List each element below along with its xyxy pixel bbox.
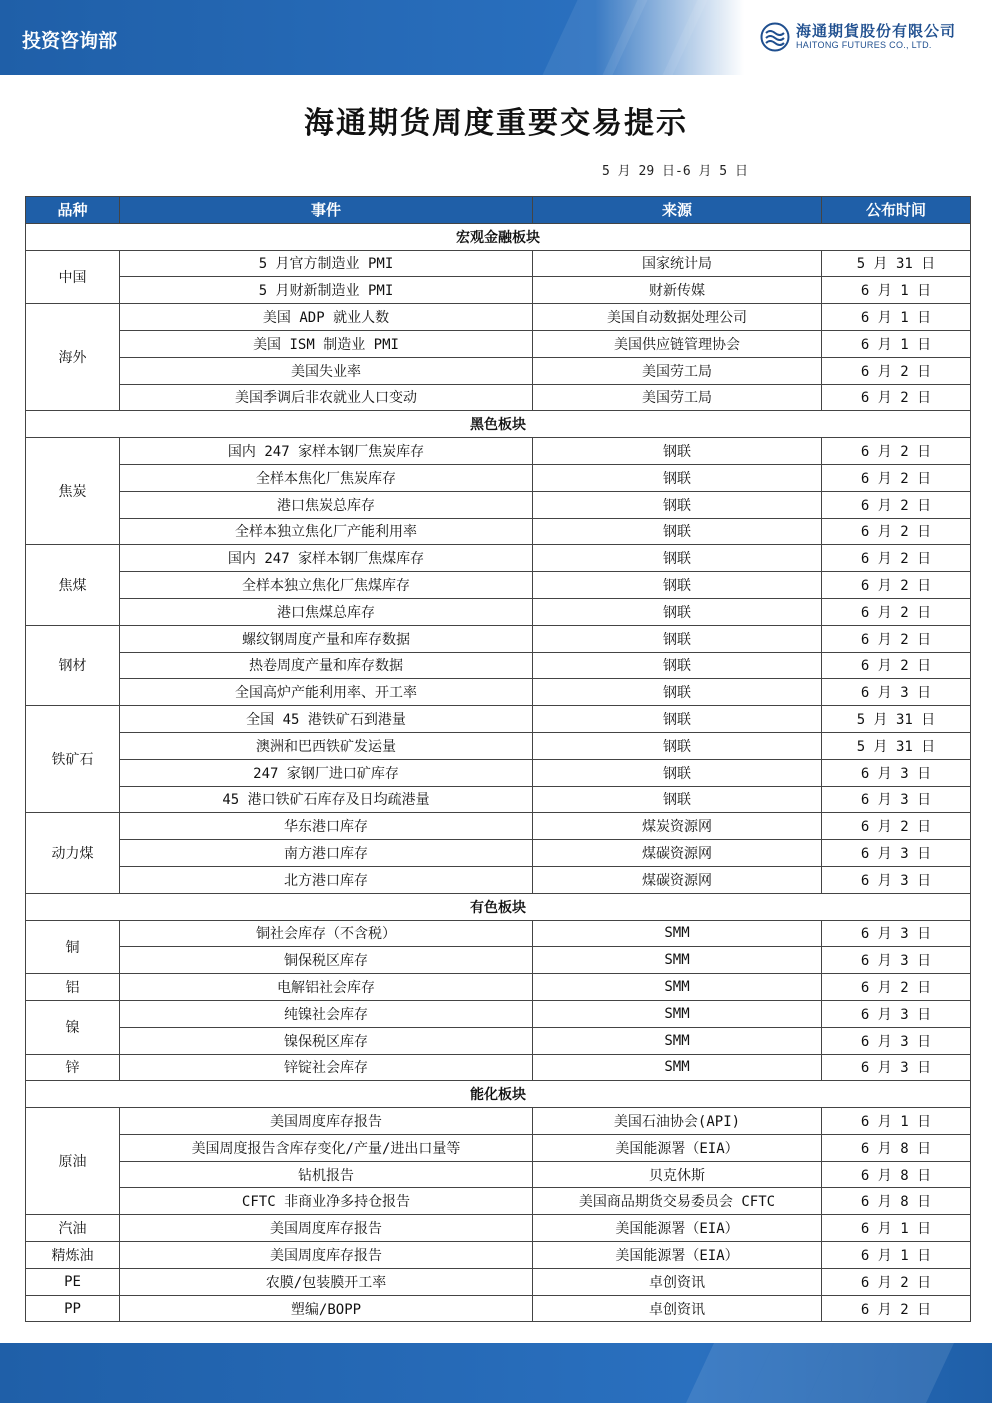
table-row [26, 1161, 971, 1188]
event-cell: 铜保税区库存 [120, 947, 533, 974]
source-cell: SMM [533, 1054, 822, 1081]
source-cell: 钢联 [533, 679, 822, 706]
event-cell: 南方港口库存 [120, 840, 533, 867]
col-header-source: 来源 [533, 197, 822, 224]
table-row [26, 572, 971, 599]
logo-cn-text: 海通期貨股份有限公司 [796, 22, 957, 40]
event-cell: 247 家钢厂进口矿库存 [120, 759, 533, 786]
table-row [26, 250, 971, 277]
haitong-logo-icon [760, 22, 790, 52]
date-range: 5 月 29 日-6 月 5 日 [602, 164, 748, 179]
table-row [26, 491, 971, 518]
date-cell: 6 月 2 日 [822, 518, 971, 545]
event-cell: 美国失业率 [120, 357, 533, 384]
source-cell: 钢联 [533, 518, 822, 545]
variety-cell: 铁矿石 [26, 706, 120, 813]
table-row [26, 920, 971, 947]
date-cell: 6 月 2 日 [822, 1295, 971, 1322]
table-row [26, 813, 971, 840]
event-cell: 港口焦煤总库存 [120, 598, 533, 625]
event-cell: 全样本焦化厂焦炭库存 [120, 464, 533, 491]
source-cell: 煤碳资源网 [533, 840, 822, 867]
event-cell: 钻机报告 [120, 1161, 533, 1188]
event-cell: 电解铝社会库存 [120, 974, 533, 1001]
event-cell: 美国周度库存报告 [120, 1108, 533, 1135]
table-row [26, 1188, 971, 1215]
variety-cell: 焦煤 [26, 545, 120, 625]
event-cell: 国内 247 家样本钢厂焦煤库存 [120, 545, 533, 572]
source-cell: 钢联 [533, 732, 822, 759]
logo-en-text: HAITONG FUTURES CO., LTD. [796, 40, 932, 50]
section-title: 有色板块 [26, 893, 971, 920]
source-cell: 钢联 [533, 438, 822, 465]
date-cell: 6 月 3 日 [822, 786, 971, 813]
source-cell: 钢联 [533, 598, 822, 625]
source-cell: 钢联 [533, 572, 822, 599]
table-row [26, 1000, 971, 1027]
table-row [26, 1134, 971, 1161]
date-cell: 6 月 1 日 [822, 277, 971, 304]
date-cell: 6 月 2 日 [822, 1268, 971, 1295]
col-header-date: 公布时间 [822, 197, 971, 224]
date-cell: 6 月 2 日 [822, 545, 971, 572]
table-row [26, 759, 971, 786]
table-row [26, 652, 971, 679]
source-cell: 煤炭资源网 [533, 813, 822, 840]
source-cell: 国家统计局 [533, 250, 822, 277]
variety-cell: 中国 [26, 250, 120, 304]
footer-bar [0, 1343, 992, 1403]
event-cell: 全国 45 港铁矿石到港量 [120, 706, 533, 733]
source-cell: SMM [533, 974, 822, 1001]
variety-cell: 铝 [26, 974, 120, 1001]
section-title: 黑色板块 [26, 411, 971, 438]
date-cell: 5 月 31 日 [822, 732, 971, 759]
table-row [26, 1268, 971, 1295]
date-cell: 6 月 8 日 [822, 1188, 971, 1215]
date-cell: 6 月 3 日 [822, 1000, 971, 1027]
date-cell: 6 月 1 日 [822, 330, 971, 357]
source-cell: 美国供应链管理协会 [533, 330, 822, 357]
source-cell: 钢联 [533, 545, 822, 572]
event-table [25, 196, 971, 1322]
table-row [26, 706, 971, 733]
col-header-variety: 品种 [26, 197, 120, 224]
source-cell: 贝克休斯 [533, 1161, 822, 1188]
section-row [26, 411, 971, 438]
event-cell: 美国周度报告含库存变化/产量/进出口量等 [120, 1134, 533, 1161]
date-cell: 6 月 1 日 [822, 1108, 971, 1135]
section-title: 能化板块 [26, 1081, 971, 1108]
event-cell: 锌锭社会库存 [120, 1054, 533, 1081]
source-cell: SMM [533, 920, 822, 947]
company-logo [760, 18, 960, 58]
variety-cell: 汽油 [26, 1215, 120, 1242]
event-cell: 美国周度库存报告 [120, 1242, 533, 1269]
date-cell: 6 月 3 日 [822, 947, 971, 974]
variety-cell: 镍 [26, 1000, 120, 1054]
col-header-event: 事件 [120, 197, 533, 224]
variety-cell: PP [26, 1295, 120, 1322]
variety-cell: PE [26, 1268, 120, 1295]
event-cell: 华东港口库存 [120, 813, 533, 840]
table-row [26, 464, 971, 491]
section-row [26, 223, 971, 250]
event-cell: 美国周度库存报告 [120, 1215, 533, 1242]
date-cell: 6 月 2 日 [822, 598, 971, 625]
event-cell: 5 月财新制造业 PMI [120, 277, 533, 304]
event-cell: 美国 ADP 就业人数 [120, 304, 533, 331]
source-cell: 美国石油协会(API) [533, 1108, 822, 1135]
source-cell: 煤碳资源网 [533, 866, 822, 893]
department-label: 投资咨询部 [22, 30, 118, 52]
event-cell: 全样本独立焦化厂产能利用率 [120, 518, 533, 545]
event-cell: 镍保税区库存 [120, 1027, 533, 1054]
source-cell: SMM [533, 1027, 822, 1054]
source-cell: 钢联 [533, 464, 822, 491]
variety-cell: 铜 [26, 920, 120, 974]
source-cell: 钢联 [533, 759, 822, 786]
table-row [26, 1295, 971, 1322]
event-cell: 塑编/BOPP [120, 1295, 533, 1322]
date-cell: 5 月 31 日 [822, 250, 971, 277]
date-cell: 6 月 3 日 [822, 1027, 971, 1054]
date-cell: 6 月 2 日 [822, 357, 971, 384]
table-row [26, 625, 971, 652]
table-header-row [26, 197, 971, 224]
event-cell: 北方港口库存 [120, 866, 533, 893]
event-cell: 5 月官方制造业 PMI [120, 250, 533, 277]
date-cell: 6 月 2 日 [822, 491, 971, 518]
table-row [26, 598, 971, 625]
section-title: 宏观金融板块 [26, 223, 971, 250]
table-row [26, 1054, 971, 1081]
date-cell: 6 月 1 日 [822, 304, 971, 331]
table-row [26, 1242, 971, 1269]
event-cell: 农膜/包装膜开工率 [120, 1268, 533, 1295]
source-cell: 美国能源署（EIA） [533, 1134, 822, 1161]
variety-cell: 动力煤 [26, 813, 120, 893]
source-cell: 美国能源署（EIA） [533, 1215, 822, 1242]
date-cell: 6 月 2 日 [822, 652, 971, 679]
source-cell: 钢联 [533, 652, 822, 679]
date-cell: 6 月 3 日 [822, 679, 971, 706]
variety-cell: 精炼油 [26, 1242, 120, 1269]
date-cell: 6 月 3 日 [822, 920, 971, 947]
source-cell: 钢联 [533, 491, 822, 518]
date-cell: 6 月 3 日 [822, 759, 971, 786]
source-cell: 美国劳工局 [533, 357, 822, 384]
date-cell: 6 月 8 日 [822, 1161, 971, 1188]
date-cell: 6 月 2 日 [822, 572, 971, 599]
event-cell: 螺纹钢周度产量和库存数据 [120, 625, 533, 652]
date-cell: 6 月 8 日 [822, 1134, 971, 1161]
event-cell: 全样本独立焦化厂焦煤库存 [120, 572, 533, 599]
table-row [26, 330, 971, 357]
event-cell: 45 港口铁矿石库存及日均疏港量 [120, 786, 533, 813]
event-cell: 热卷周度产量和库存数据 [120, 652, 533, 679]
event-cell: 美国季调后非农就业人口变动 [120, 384, 533, 411]
table-row [26, 866, 971, 893]
date-cell: 6 月 2 日 [822, 813, 971, 840]
table-row [26, 732, 971, 759]
source-cell: 美国劳工局 [533, 384, 822, 411]
variety-cell: 原油 [26, 1108, 120, 1215]
date-cell: 6 月 1 日 [822, 1242, 971, 1269]
section-row [26, 1081, 971, 1108]
date-cell: 6 月 3 日 [822, 1054, 971, 1081]
source-cell: SMM [533, 1000, 822, 1027]
event-cell: CFTC 非商业净多持仓报告 [120, 1188, 533, 1215]
source-cell: 财新传媒 [533, 277, 822, 304]
date-cell: 6 月 2 日 [822, 384, 971, 411]
source-cell: 美国能源署（EIA） [533, 1242, 822, 1269]
table-row [26, 518, 971, 545]
table-row [26, 840, 971, 867]
date-cell: 6 月 2 日 [822, 625, 971, 652]
event-cell: 全国高炉产能利用率、开工率 [120, 679, 533, 706]
date-cell: 6 月 2 日 [822, 464, 971, 491]
source-cell: 美国自动数据处理公司 [533, 304, 822, 331]
event-cell: 国内 247 家样本钢厂焦炭库存 [120, 438, 533, 465]
source-cell: 卓创资讯 [533, 1268, 822, 1295]
event-cell: 港口焦炭总库存 [120, 491, 533, 518]
date-cell: 6 月 2 日 [822, 438, 971, 465]
table-row [26, 786, 971, 813]
source-cell: SMM [533, 947, 822, 974]
table-row [26, 679, 971, 706]
table-row [26, 384, 971, 411]
date-cell: 6 月 3 日 [822, 840, 971, 867]
source-cell: 钢联 [533, 786, 822, 813]
date-cell: 6 月 2 日 [822, 974, 971, 1001]
event-cell: 美国 ISM 制造业 PMI [120, 330, 533, 357]
variety-cell: 焦炭 [26, 438, 120, 545]
event-cell: 纯镍社会库存 [120, 1000, 533, 1027]
table-row [26, 304, 971, 331]
date-cell: 6 月 3 日 [822, 866, 971, 893]
table-row [26, 545, 971, 572]
table-row [26, 1027, 971, 1054]
event-cell: 铜社会库存（不含税） [120, 920, 533, 947]
variety-cell: 锌 [26, 1054, 120, 1081]
date-cell: 5 月 31 日 [822, 706, 971, 733]
variety-cell: 海外 [26, 304, 120, 411]
event-cell: 澳洲和巴西铁矿发运量 [120, 732, 533, 759]
page-title: 海通期货周度重要交易提示 [304, 106, 688, 141]
table-row [26, 1108, 971, 1135]
source-cell: 钢联 [533, 706, 822, 733]
source-cell: 美国商品期货交易委员会 CFTC [533, 1188, 822, 1215]
date-cell: 6 月 1 日 [822, 1215, 971, 1242]
table-row [26, 947, 971, 974]
table-row [26, 357, 971, 384]
table-row [26, 974, 971, 1001]
table-row [26, 277, 971, 304]
section-row [26, 893, 971, 920]
variety-cell: 钢材 [26, 625, 120, 705]
table-row [26, 438, 971, 465]
table-row [26, 1215, 971, 1242]
source-cell: 钢联 [533, 625, 822, 652]
table-body [26, 223, 971, 1322]
source-cell: 卓创资讯 [533, 1295, 822, 1322]
